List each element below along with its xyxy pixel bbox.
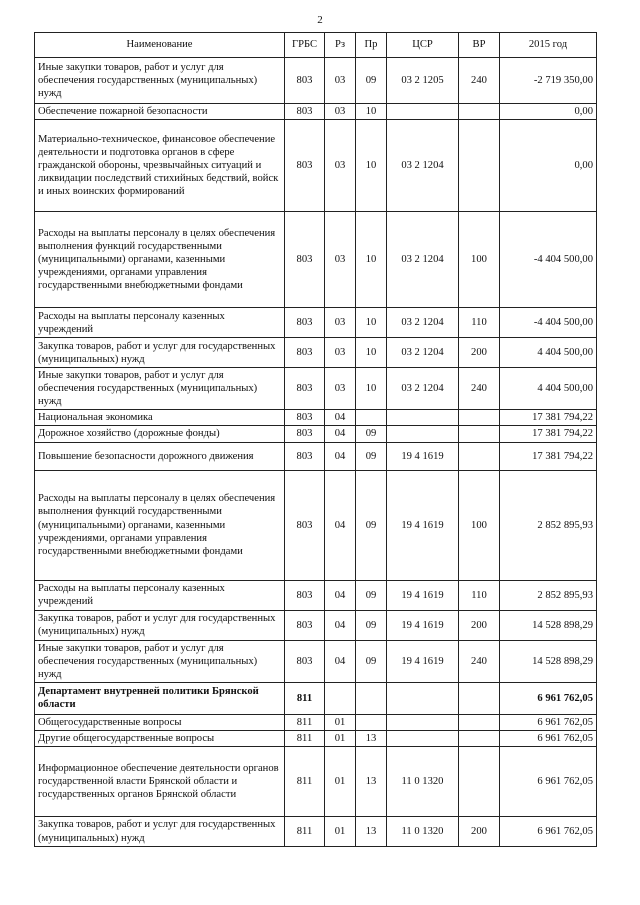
table-row	[35, 212, 597, 308]
cell-amount: 14 528 898,29	[500, 610, 597, 640]
header-grbs: ГРБС	[285, 33, 325, 58]
cell-amount: 0,00	[500, 120, 597, 212]
cell-amount: 6 961 762,05	[500, 730, 597, 746]
table-row	[35, 470, 597, 580]
cell-pr: 09	[356, 640, 387, 682]
cell-pr: 10	[356, 212, 387, 308]
cell-grbs: 803	[285, 442, 325, 470]
cell-csr: 19 4 1619	[387, 580, 459, 610]
cell-name: Национальная экономика	[35, 410, 285, 426]
cell-rz: 04	[325, 470, 356, 580]
cell-rz: 04	[325, 640, 356, 682]
cell-pr	[356, 682, 387, 714]
header-year: 2015 год	[500, 33, 597, 58]
cell-name: Дорожное хозяйство (дорожные фонды)	[35, 426, 285, 442]
cell-csr	[387, 682, 459, 714]
table-row	[35, 640, 597, 682]
cell-name: Расходы на выплаты персоналу казенных учреждений	[35, 308, 285, 338]
cell-name: Информационное обеспечение деятельности органов государственной власти Брянской области и государственных органов Брянской области	[35, 747, 285, 817]
cell-grbs: 803	[285, 58, 325, 104]
table-row	[35, 338, 597, 368]
cell-grbs: 803	[285, 338, 325, 368]
cell-pr: 09	[356, 442, 387, 470]
cell-rz: 03	[325, 308, 356, 338]
cell-pr	[356, 410, 387, 426]
cell-grbs: 803	[285, 580, 325, 610]
budget-table	[34, 32, 597, 847]
cell-vr	[459, 714, 500, 730]
cell-pr: 09	[356, 470, 387, 580]
cell-grbs: 803	[285, 640, 325, 682]
cell-pr: 10	[356, 308, 387, 338]
cell-rz: 03	[325, 120, 356, 212]
table-row	[35, 580, 597, 610]
cell-vr	[459, 730, 500, 746]
table-row	[35, 730, 597, 746]
cell-pr	[356, 714, 387, 730]
cell-amount: 2 852 895,93	[500, 580, 597, 610]
cell-vr: 200	[459, 338, 500, 368]
cell-amount: -4 404 500,00	[500, 308, 597, 338]
cell-vr	[459, 426, 500, 442]
cell-name: Другие общегосударственные вопросы	[35, 730, 285, 746]
cell-vr: 110	[459, 308, 500, 338]
cell-vr: 240	[459, 58, 500, 104]
cell-grbs: 811	[285, 747, 325, 817]
cell-name: Иные закупки товаров, работ и услуг для обеспечения государственных (муниципальных) нужд	[35, 368, 285, 410]
cell-csr: 03 2 1204	[387, 308, 459, 338]
table-row	[35, 410, 597, 426]
cell-pr: 10	[356, 120, 387, 212]
cell-rz: 01	[325, 730, 356, 746]
cell-grbs: 811	[285, 730, 325, 746]
cell-vr	[459, 442, 500, 470]
cell-name: Закупка товаров, работ и услуг для государственных (муниципальных) нужд	[35, 338, 285, 368]
cell-vr: 110	[459, 580, 500, 610]
table-row	[35, 817, 597, 847]
cell-name: Закупка товаров, работ и услуг для государственных (муниципальных) нужд	[35, 610, 285, 640]
cell-name: Общегосударственные вопросы	[35, 714, 285, 730]
page-number: 2	[317, 14, 323, 26]
cell-pr: 09	[356, 426, 387, 442]
cell-name: Повышение безопасности дорожного движения	[35, 442, 285, 470]
cell-csr	[387, 104, 459, 120]
cell-csr: 11 0 1320	[387, 817, 459, 847]
cell-rz: 04	[325, 442, 356, 470]
cell-vr: 200	[459, 817, 500, 847]
cell-vr	[459, 747, 500, 817]
header-pr: Пр	[356, 33, 387, 58]
cell-pr: 09	[356, 58, 387, 104]
cell-name: Материально-техническое, финансовое обеспечение деятельности и подготовка органов в сфере гражданской обороны, чрезвычайных ситуаций и ликвидации последствий стихийных бедствий, войск и иных воинских формирований	[35, 120, 285, 212]
table-header-row	[35, 33, 597, 58]
cell-csr: 19 4 1619	[387, 610, 459, 640]
cell-rz: 04	[325, 426, 356, 442]
cell-csr	[387, 730, 459, 746]
cell-name: Обеспечение пожарной безопасности	[35, 104, 285, 120]
cell-rz: 03	[325, 58, 356, 104]
cell-vr: 240	[459, 368, 500, 410]
cell-grbs: 803	[285, 120, 325, 212]
cell-pr: 10	[356, 104, 387, 120]
cell-pr: 13	[356, 817, 387, 847]
cell-amount: 6 961 762,05	[500, 747, 597, 817]
table-row	[35, 58, 597, 104]
cell-grbs: 811	[285, 682, 325, 714]
cell-vr	[459, 104, 500, 120]
cell-vr: 240	[459, 640, 500, 682]
cell-amount: 6 961 762,05	[500, 682, 597, 714]
cell-csr: 03 2 1204	[387, 212, 459, 308]
header-csr: ЦСР	[387, 33, 459, 58]
cell-name: Департамент внутренней политики Брянской области	[35, 682, 285, 714]
cell-amount: 0,00	[500, 104, 597, 120]
cell-pr: 10	[356, 338, 387, 368]
cell-pr: 10	[356, 368, 387, 410]
header-name: Наименование	[35, 33, 285, 58]
cell-name: Иные закупки товаров, работ и услуг для обеспечения государственных (муниципальных) нужд	[35, 58, 285, 104]
cell-name: Закупка товаров, работ и услуг для государственных (муниципальных) нужд	[35, 817, 285, 847]
cell-vr	[459, 410, 500, 426]
table-row	[35, 120, 597, 212]
header-vr: ВР	[459, 33, 500, 58]
table-row	[35, 308, 597, 338]
cell-amount: -2 719 350,00	[500, 58, 597, 104]
cell-grbs: 803	[285, 104, 325, 120]
cell-amount: -4 404 500,00	[500, 212, 597, 308]
cell-grbs: 803	[285, 470, 325, 580]
cell-vr	[459, 120, 500, 212]
cell-csr	[387, 714, 459, 730]
table-row	[35, 426, 597, 442]
cell-rz: 04	[325, 410, 356, 426]
cell-pr: 09	[356, 610, 387, 640]
cell-grbs: 803	[285, 410, 325, 426]
header-rz: Рз	[325, 33, 356, 58]
cell-vr: 200	[459, 610, 500, 640]
cell-grbs: 803	[285, 212, 325, 308]
cell-pr: 09	[356, 580, 387, 610]
cell-amount: 17 381 794,22	[500, 442, 597, 470]
cell-grbs: 811	[285, 817, 325, 847]
table-row	[35, 747, 597, 817]
cell-name: Расходы на выплаты персоналу казенных учреждений	[35, 580, 285, 610]
cell-rz: 03	[325, 338, 356, 368]
cell-amount: 4 404 500,00	[500, 338, 597, 368]
table-row	[35, 610, 597, 640]
cell-rz: 01	[325, 817, 356, 847]
cell-vr: 100	[459, 212, 500, 308]
cell-csr: 19 4 1619	[387, 470, 459, 580]
table-row	[35, 442, 597, 470]
cell-amount: 14 528 898,29	[500, 640, 597, 682]
table-row	[35, 682, 597, 714]
cell-pr: 13	[356, 730, 387, 746]
cell-rz: 01	[325, 714, 356, 730]
cell-csr: 11 0 1320	[387, 747, 459, 817]
cell-grbs: 803	[285, 308, 325, 338]
cell-vr	[459, 682, 500, 714]
cell-rz: 03	[325, 212, 356, 308]
cell-vr: 100	[459, 470, 500, 580]
cell-grbs: 803	[285, 368, 325, 410]
cell-amount: 4 404 500,00	[500, 368, 597, 410]
cell-csr	[387, 410, 459, 426]
cell-amount: 17 381 794,22	[500, 426, 597, 442]
cell-rz: 01	[325, 747, 356, 817]
cell-rz: 03	[325, 104, 356, 120]
cell-csr: 03 2 1204	[387, 338, 459, 368]
cell-rz: 03	[325, 368, 356, 410]
cell-grbs: 803	[285, 610, 325, 640]
cell-grbs: 811	[285, 714, 325, 730]
cell-amount: 2 852 895,93	[500, 470, 597, 580]
cell-csr: 03 2 1204	[387, 120, 459, 212]
cell-amount: 6 961 762,05	[500, 714, 597, 730]
table-row	[35, 714, 597, 730]
cell-rz: 04	[325, 610, 356, 640]
cell-csr: 03 2 1205	[387, 58, 459, 104]
cell-name: Иные закупки товаров, работ и услуг для обеспечения государственных (муниципальных) нужд	[35, 640, 285, 682]
cell-pr: 13	[356, 747, 387, 817]
cell-csr: 19 4 1619	[387, 640, 459, 682]
cell-rz	[325, 682, 356, 714]
cell-rz: 04	[325, 580, 356, 610]
cell-csr	[387, 426, 459, 442]
cell-csr: 19 4 1619	[387, 442, 459, 470]
cell-amount: 17 381 794,22	[500, 410, 597, 426]
cell-name: Расходы на выплаты персоналу в целях обеспечения выполнения функций государственными (муниципальными) органами, казенными учреждениями, органами управления государственными внебюджетными фондами	[35, 212, 285, 308]
table-row	[35, 104, 597, 120]
table-row	[35, 368, 597, 410]
cell-name: Расходы на выплаты персоналу в целях обеспечения выполнения функций государственными (муниципальными) органами, казенными учреждениями, органами управления государственными внебюджетными фондами	[35, 470, 285, 580]
cell-csr: 03 2 1204	[387, 368, 459, 410]
cell-grbs: 803	[285, 426, 325, 442]
cell-amount: 6 961 762,05	[500, 817, 597, 847]
